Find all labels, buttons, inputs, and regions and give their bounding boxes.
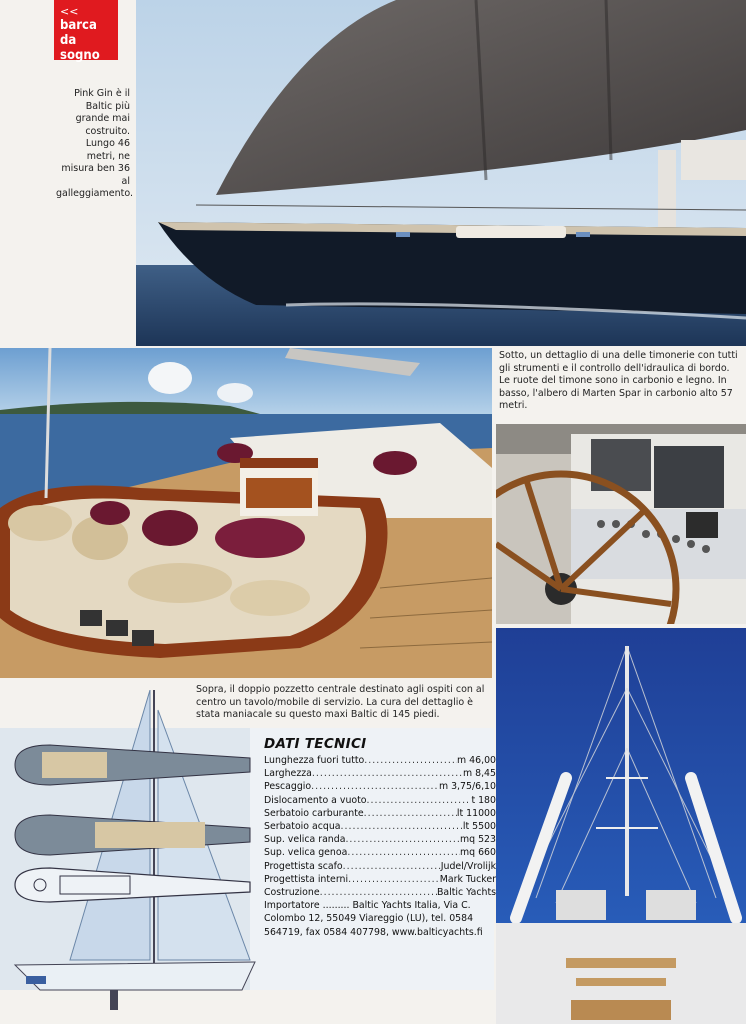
spec-row <box>264 754 496 767</box>
spec-row <box>264 860 496 873</box>
importer-text: Baltic Yachts Italia, Via C. Colombo 12, 55049 Viareggio (LU), tel. 0584 564719, fax 0584 407798, www.balticyachts.fi <box>264 900 483 938</box>
section-tag-arrows: << <box>60 5 79 18</box>
spec-value: Baltic Yachts <box>436 887 496 899</box>
spec-value: Judel/Vrolijk <box>440 860 496 872</box>
spec-label: Costruzione <box>264 887 320 899</box>
tech-data-table <box>264 754 496 939</box>
spec-row <box>264 873 496 886</box>
cockpit-photo <box>0 348 492 678</box>
importer-info: Importatore ......... Baltic Yachts Italia, Via C. Colombo 12, 55049 Viareggio (LU), tel. 0584 564719, fax 0584 407798, www.balticyachts.fi <box>264 900 483 938</box>
spec-value: m 3,75/6,10 <box>438 781 496 793</box>
spec-value: m 46,00 <box>457 755 496 766</box>
spec-label: Sup. velica randa <box>264 834 346 846</box>
spec-label: Lunghezza fuori tutto <box>264 755 365 766</box>
spec-label: Serbatoio acqua <box>264 821 341 833</box>
spec-label: Serbatoio carburante <box>264 807 364 819</box>
importer-label: Importatore <box>264 900 320 912</box>
spec-value: mq 523 <box>460 834 496 846</box>
spec-value: lt 11000 <box>456 807 496 819</box>
spec-value: lt 5500 <box>462 821 496 833</box>
spec-label: Progettista scafo <box>264 860 343 872</box>
spec-label: Pescaggio <box>264 781 312 793</box>
spec-value: mq 660 <box>460 847 496 859</box>
mast-photo <box>496 628 746 1024</box>
helm-caption: Sotto, un dettaglio di una delle timonerie con tutti gli strumenti e il controllo dell'idraulica di bordo. Le ruote del timone sono in carbonio e legno. In basso, l'albero di Marten Spar in carbonio alto 57 metri. <box>499 350 738 411</box>
cockpit-caption: Sopra, il doppio pozzetto centrale destinato agli ospiti con al centro un tavolo/mobile di servizio. La cura del dettaglio è stata maniacale su questo maxi Baltic di 145 piedi. <box>196 684 485 720</box>
spec-value: m 8,45 <box>463 768 496 780</box>
hero-caption: Pink Gin è il Baltic più grande mai costruito. Lungo 46 metri, ne misura ben 36 al galleggiamento. <box>56 88 134 199</box>
spec-value: Mark Tucker <box>439 873 496 885</box>
spec-row <box>264 780 496 793</box>
hero-yacht-photo <box>136 0 746 346</box>
spec-row <box>264 820 496 833</box>
section-tag <box>54 0 118 63</box>
spec-row <box>264 846 496 859</box>
tech-data-title: DATI TECNICI <box>264 736 367 752</box>
section-tag-label: barca da sogno <box>60 18 100 63</box>
spec-label: Larghezza <box>264 768 312 780</box>
spec-label: Dislocamento a vuoto <box>264 794 367 806</box>
spec-row <box>264 807 496 820</box>
helm-station-photo <box>496 424 746 624</box>
spec-row <box>264 767 496 780</box>
yacht-plans-drawing <box>10 690 260 1020</box>
spec-row <box>264 794 496 807</box>
spec-label: Sup. velica genoa <box>264 847 348 859</box>
spec-row <box>264 886 496 899</box>
spec-value: t 180 <box>471 794 496 806</box>
spec-label: Progettista interni <box>264 873 349 885</box>
spec-row <box>264 833 496 846</box>
